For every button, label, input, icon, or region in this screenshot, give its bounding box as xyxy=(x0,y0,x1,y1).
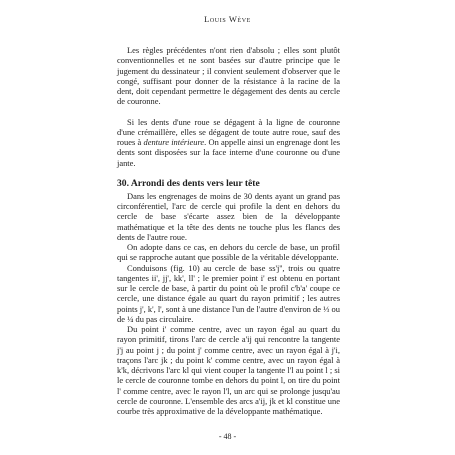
emphasis-term: denture intérieure xyxy=(143,137,205,147)
page-number: - 48 - xyxy=(218,432,237,441)
section-paragraph-1: Dans les engrenages de moins de 30 dents ayant un grand pas circonférentiel, l'arc de cercle qui profile la dent en dehors du cercle de base s'écarte assez bien de la développante mathématique et la tête des dents ne touche plus les flancs des dents de l'autre roue. xyxy=(117,190,340,242)
paragraph-1: Les règles précédentes n'ont rien d'absolu ; elles sont plutôt conventionnelles et ne sont basées sur d'autre principe que le jugement du dessinateur ; il convient seulement d'observer que le congé, suffisant pour donner de la résistance à la racine de la dent, doit cependant permettre le dégagement des dents au cercle de couronne. xyxy=(117,45,340,107)
paragraph-2: Si les dents d'une roue se dégagent à la ligne de couronne d'une crémaillère, elles se dégagent de toute autre roue, sauf des roues à denture intérieure. On appelle ainsi un engrenage dont les dents sont disposées sur la face interne d'une couronne ou d'une jante. xyxy=(117,116,340,168)
section-heading: 30. Arrondi des dents vers leur tête xyxy=(117,177,260,189)
section-paragraph-3: Conduisons (fig. 10) au cercle de base ss'j'', trois ou quatre tangentes ii', jj', kk', ll' ; le premier point i' est obtenu en portant sur le cercle de base, à partir du point où le profil c'b'a' coupe ce cercle, une distance égale au quart du rayon primitif ; les autres points j', k', l', sont à une distance l'un de l'autre d'environ de ⅓ ou de ¼ du pas circulaire. xyxy=(117,262,340,324)
running-head: Louis Wève xyxy=(204,14,251,24)
section-paragraph-4: Du point i' comme centre, avec un rayon égal au quart du rayon primitif, tirons l'arc de cercle a'ij qui rencontre la tangente j'j au point j ; du point j' comme centre, avec un rayon égal à j'i, traçons l'arc jk ; du point k' comme centre, avec un rayon égal à k'k, décrivons l'arc kl qui vient couper la tangente l'l au point l ; si le cercle de couronne tombe en dehors du point l, on tire du point l' comme centre, avec le rayon l'l, un arc qui se prolonge jusqu'au cercle de couronne. L'ensemble des arcs a'ij, jk et kl constitue une courbe très approximative de la développante mathématique. xyxy=(117,324,340,416)
text-block xyxy=(117,45,340,416)
section-paragraph-2: On adopte dans ce cas, en dehors du cercle de base, un profil qui se rapproche autant que possible de la véritable développante. xyxy=(117,242,340,263)
